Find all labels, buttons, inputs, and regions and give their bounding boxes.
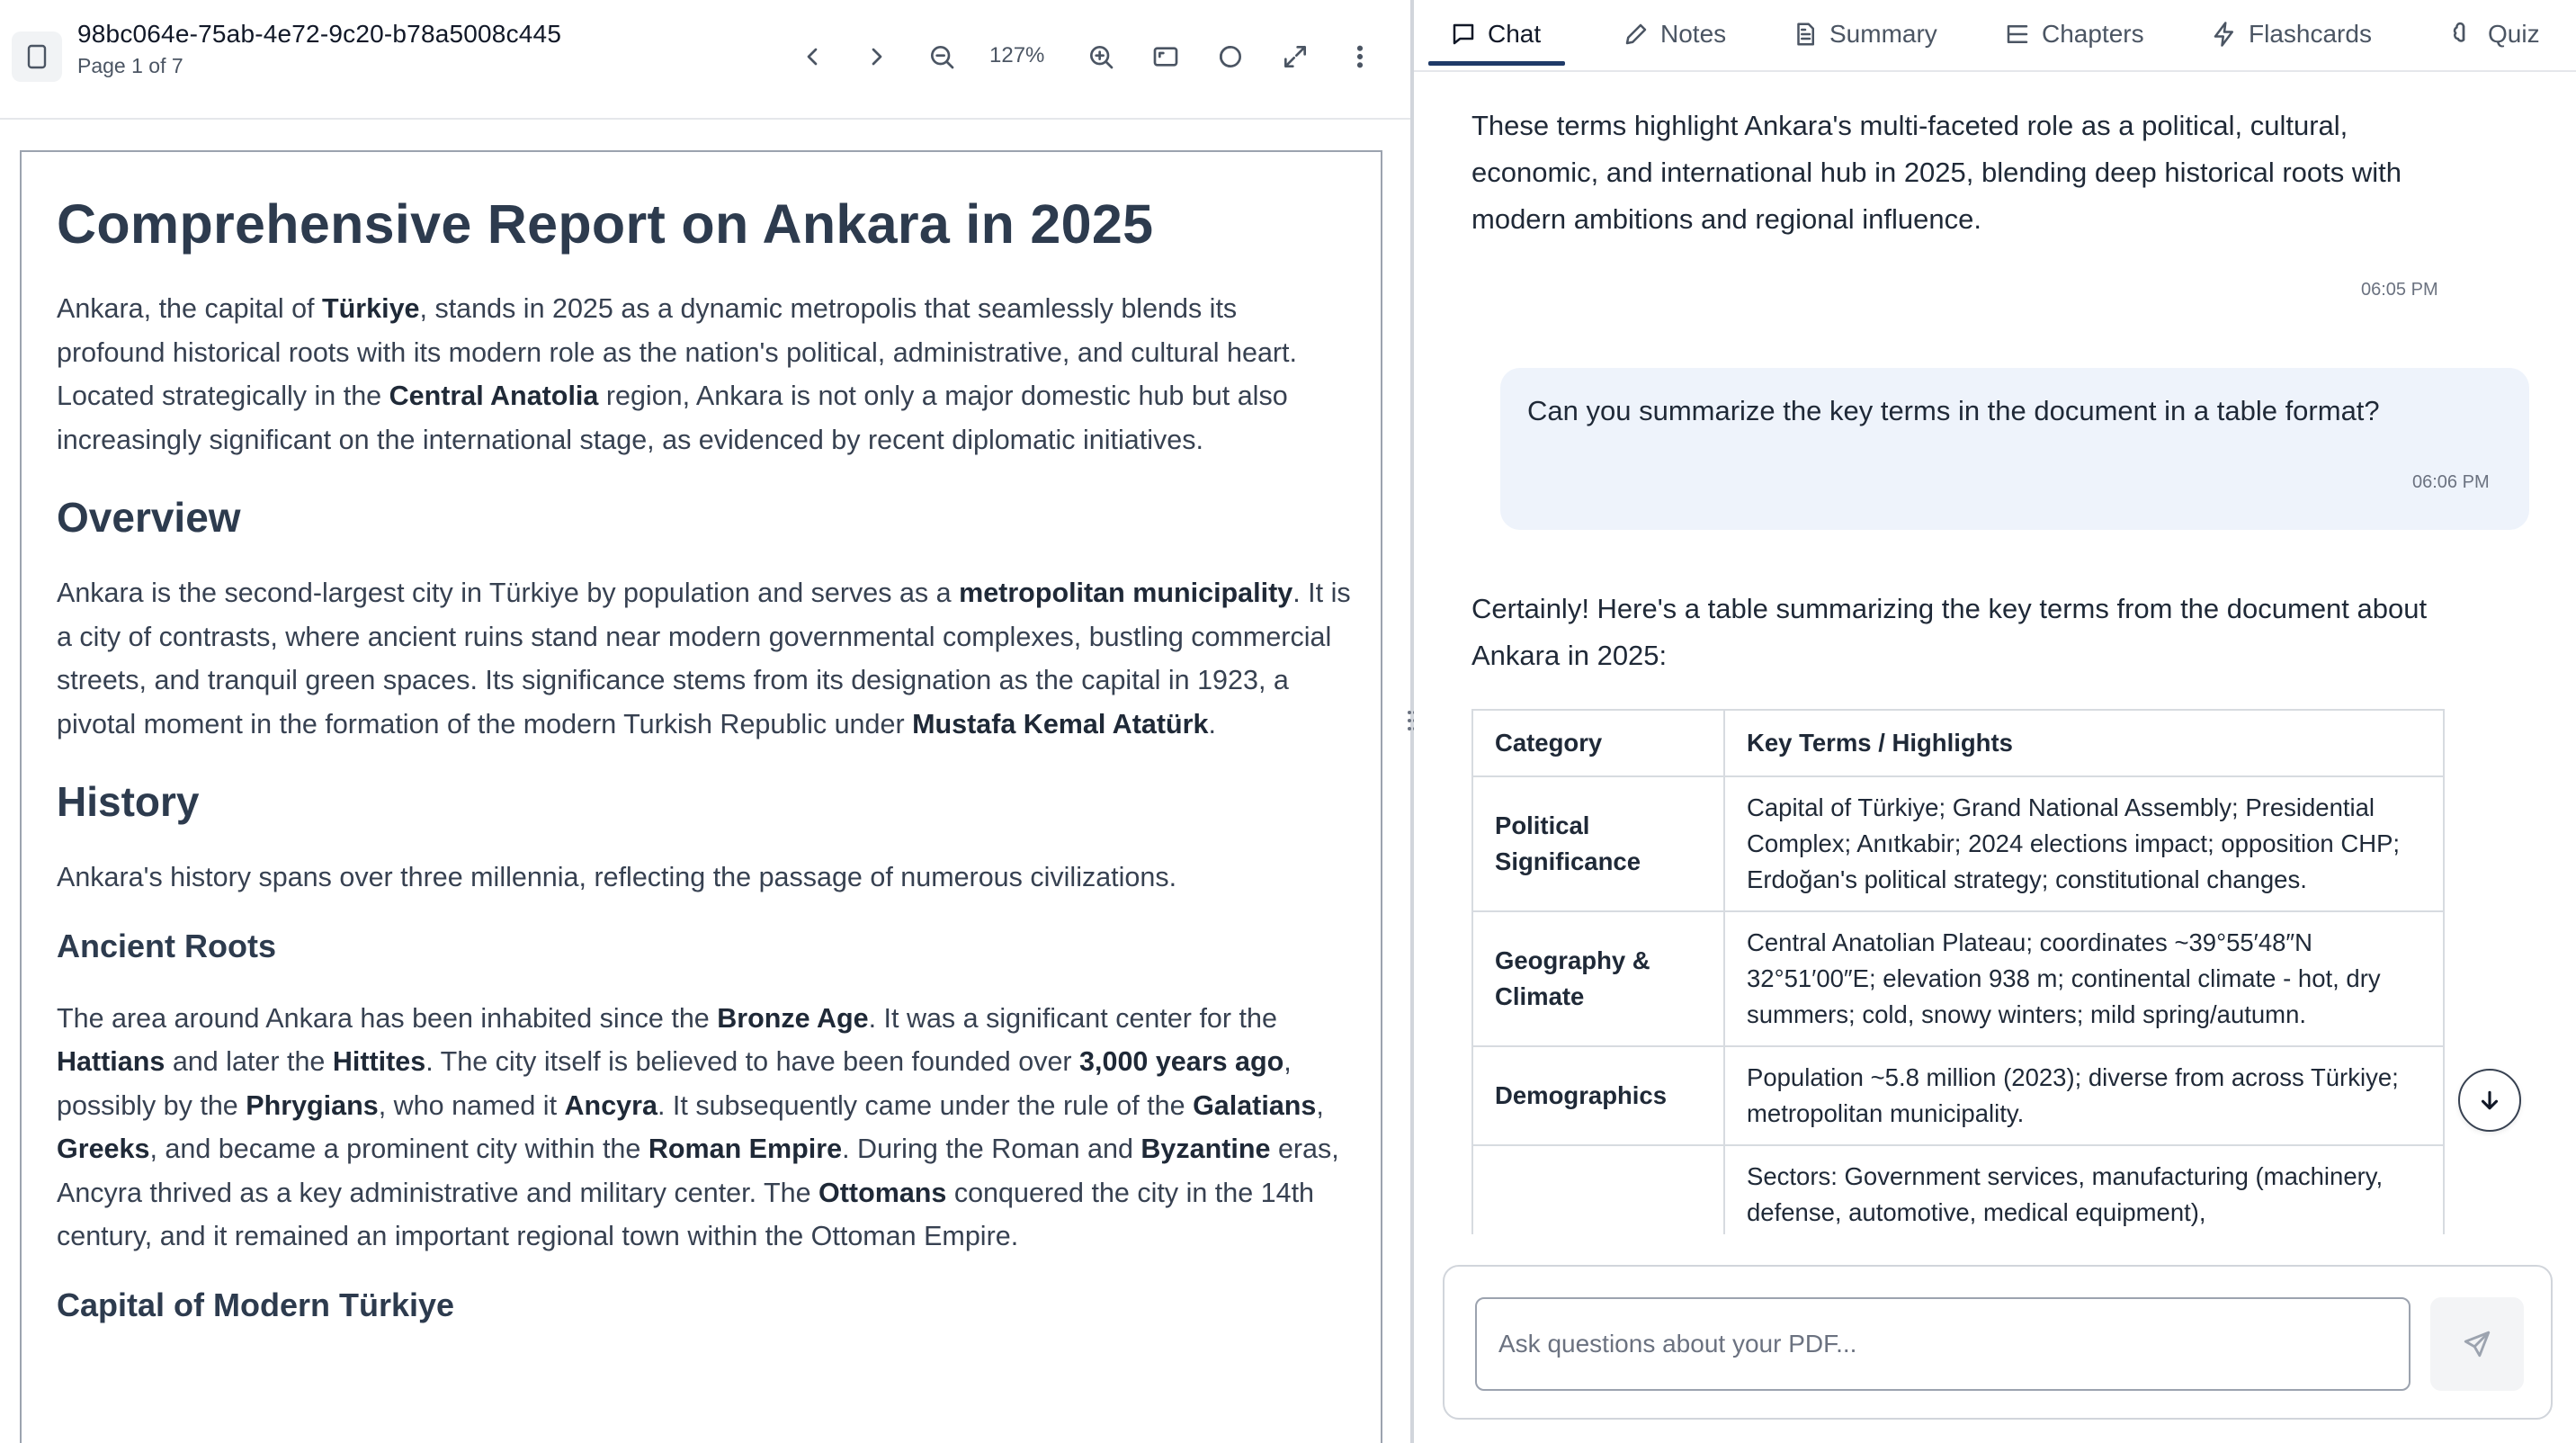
tab-notes[interactable] — [1623, 0, 1726, 68]
sidebar-toggle-icon — [25, 43, 49, 70]
fullscreen-icon — [1281, 42, 1310, 71]
intro-paragraph: Ankara, the capital of Türkiye, stands in 2025 as a dynamic metropolis that seamlessly blends its profound historical roots with its modern role as the nation's political, administrative, and cultural heart. Located strategically in the Central Anatolia region, Ankara is not only a major domestic hub but also increasingly significant on the international stage, as evidenced by recent diplomatic initiatives. — [57, 293, 1298, 455]
document-scroll-area[interactable] — [0, 121, 1410, 1443]
ancient-roots-paragraph: The area around Ankara has been inhabited since the Bronze Age. It was a significant center for the Hattians and later the Hittites. The city itself is believed to have been founded over 3,000 years ago, possibly by the Phrygians, who named it Ancyra. It subsequently came under the rule of the Galatians, Greeks, and became a prominent city within the Roman Empire. During the Roman and Byzantine eras, Ancyra thrived as a key administrative and military center. The Ottomans conquered the city in the 14th century, and it remained an important regional town within the Ottoman Empire. — [57, 1002, 1339, 1251]
key-terms-table — [1471, 709, 2445, 1234]
chat-composer — [1443, 1265, 2553, 1420]
document-icon — [1792, 21, 1819, 48]
tab-label: Summary — [1829, 20, 1937, 48]
tab-label: Chapters — [2042, 20, 2144, 48]
overview-paragraph: Ankara is the second-largest city in Türkiye by population and serves as a metropolitan municipality. It is a city of contrasts, where ancient ruins stand near modern governmental complexes, bustling commercial streets, and tranquil green spaces. Its significance stems from its designation as the capital in 1923, a pivotal moment in the formation of the modern Turkish Republic under Mustafa Kemal Atatürk. — [57, 578, 1351, 739]
assistant-message: Certainly! Here's a table summarizing the key terms from the document about Ankara in 2025: — [1471, 593, 2428, 671]
tab-chapters[interactable] — [2004, 0, 2144, 68]
send-icon — [2462, 1329, 2492, 1359]
document-heading: Comprehensive Report on Ankara in 2025 — [57, 193, 1154, 255]
next-page-button[interactable] — [854, 34, 899, 79]
table-cell: Political Significance — [1472, 776, 1724, 911]
pdf-page — [20, 150, 1382, 1443]
table-cell: Capital of Türkiye; Grand National Assembly; Presidential Complex; Anıtkabir; 2024 elections impact; opposition CHP; Erdoğan's political strategy; constitutional changes. — [1724, 776, 2444, 911]
message-timestamp: 06:06 PM — [2412, 472, 2490, 492]
dark-mode-icon — [1216, 42, 1245, 71]
brain-icon — [2450, 21, 2477, 48]
capital-heading: Capital of Modern Türkiye — [57, 1286, 455, 1323]
dark-mode-button[interactable] — [1208, 34, 1253, 79]
table-cell: Central Anatolian Plateau; coordinates ~39°55′48″N 32°51′00″E; elevation 938 m; continental climate - hot, dry summers; cold, snowy winters; mild spring/autumn. — [1724, 911, 2444, 1046]
more-vertical-icon — [1346, 42, 1374, 71]
zoom-out-icon — [927, 42, 956, 71]
chevron-left-icon — [798, 42, 827, 71]
fit-page-icon — [1151, 42, 1180, 71]
zoom-level[interactable]: 127% — [989, 43, 1045, 67]
tab-quiz[interactable] — [2450, 0, 2540, 68]
arrow-down-icon — [2476, 1087, 2503, 1114]
previous-page-button[interactable] — [790, 34, 835, 79]
pencil-icon — [1623, 21, 1650, 48]
tab-label: Notes — [1660, 20, 1727, 48]
table-header-row — [1472, 710, 2444, 776]
message-timestamp: 06:05 PM — [2361, 280, 2438, 300]
zoom-out-button[interactable] — [919, 34, 964, 79]
ancient-roots-heading: Ancient Roots — [57, 927, 277, 964]
history-heading: History — [57, 778, 200, 825]
table-row — [1472, 776, 2444, 911]
page-content — [57, 192, 1352, 1356]
chat-input[interactable] — [1475, 1297, 2411, 1391]
zoom-in-button[interactable] — [1078, 34, 1123, 79]
page-indicator: Page 1 of 7 — [77, 54, 183, 77]
send-button[interactable] — [2430, 1297, 2524, 1391]
chat-icon — [1450, 21, 1477, 48]
scroll-to-bottom-button[interactable] — [2458, 1069, 2521, 1132]
chevron-right-icon — [863, 42, 891, 71]
list-icon — [2004, 21, 2031, 48]
table-row — [1472, 911, 2444, 1046]
chat-messages[interactable] — [1414, 74, 2576, 1234]
table-cell: Sectors: Government services, manufacturing (machinery, defense, automotive, medical equipment), — [1724, 1145, 2444, 1234]
table-cell: Geography & Climate — [1472, 911, 1724, 1046]
table-row — [1472, 1046, 2444, 1145]
table-cell: Demographics — [1472, 1046, 1724, 1145]
document-title: 98bc064e-75ab-4e72-9c20-b78a5008c445 — [77, 20, 562, 48]
fullscreen-button[interactable] — [1273, 34, 1318, 79]
tab-label: Quiz — [2488, 20, 2540, 48]
zoom-in-icon — [1087, 42, 1115, 71]
lightning-icon — [2211, 21, 2238, 48]
table-row — [1472, 1145, 2444, 1234]
assistant-pane — [1414, 0, 2576, 1443]
column-header: Category — [1472, 710, 1724, 776]
sidebar-toggle-button[interactable] — [12, 31, 62, 82]
table-cell — [1472, 1145, 1724, 1234]
user-message-bubble — [1500, 368, 2529, 530]
history-paragraph: Ankara's history spans over three millennia, reflecting the passage of numerous civilizations. — [57, 862, 1177, 892]
tab-label: Flashcards — [2249, 20, 2372, 48]
overview-heading: Overview — [57, 494, 241, 541]
tab-label: Chat — [1488, 20, 1542, 48]
column-header: Key Terms / Highlights — [1724, 710, 2444, 776]
more-options-button[interactable] — [1337, 34, 1382, 79]
tab-flashcards[interactable] — [2211, 0, 2372, 68]
tab-bar — [1414, 0, 2576, 72]
active-tab-indicator — [1428, 61, 1565, 66]
tab-chat[interactable] — [1450, 0, 1541, 68]
viewer-toolbar — [0, 0, 1410, 120]
fit-page-button[interactable] — [1143, 34, 1188, 79]
table-cell: Population ~5.8 million (2023); diverse from across Türkiye; metropolitan municipality. — [1724, 1046, 2444, 1145]
tab-summary[interactable] — [1792, 0, 1937, 68]
assistant-message: These terms highlight Ankara's multi-faceted role as a political, cultural, economic, and international hub in 2025, blending deep historical roots with modern ambitions and regional influence. — [1471, 110, 2402, 235]
user-message: Can you summarize the key terms in the document in a table format? — [1527, 395, 2380, 426]
